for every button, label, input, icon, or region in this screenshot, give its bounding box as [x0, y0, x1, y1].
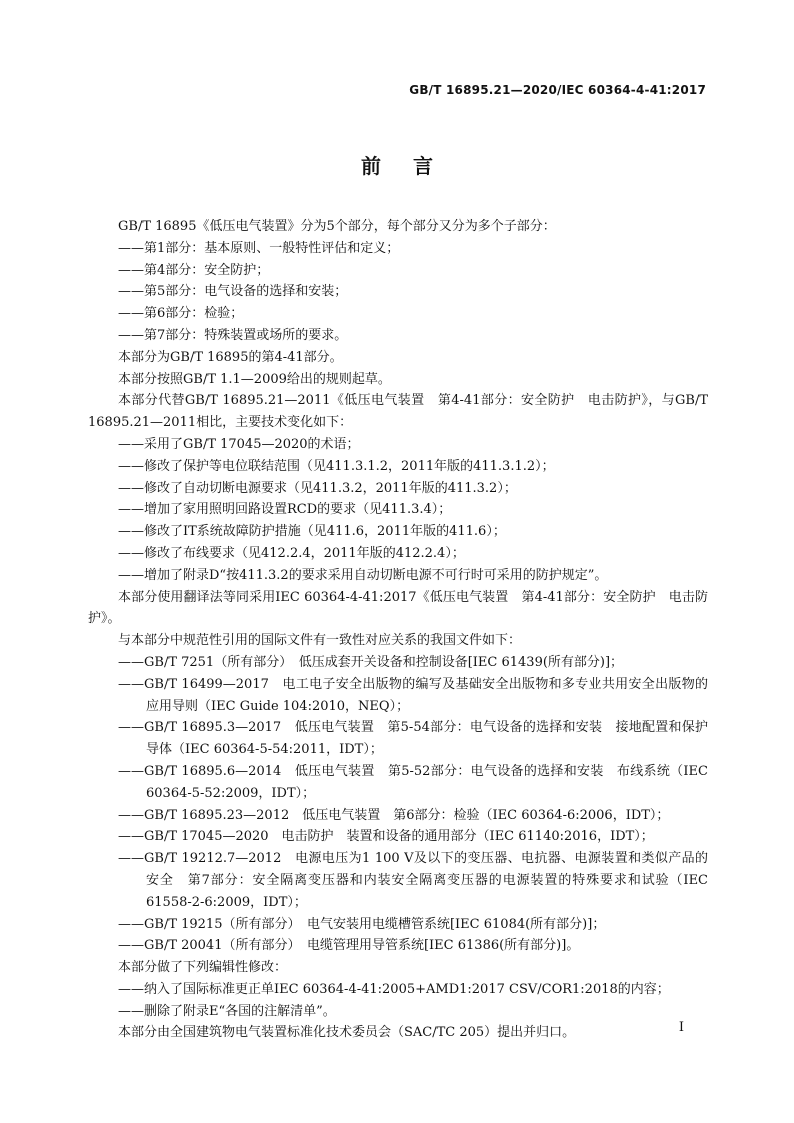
list-item: ——修改了布线要求（见412.2.4，2011年版的412.2.4）；	[118, 545, 465, 561]
paragraph: 本部分代替GB/T 16895.21—2011《低压电气装置 第4-41部分：安全防护 电击防护》，与GB/T 16895.21—2011相比，主要技术变化如下：	[88, 393, 708, 431]
list-item: ——第1部分：基本原则、一般特性评估和定义；	[118, 240, 400, 256]
document-header: GB/T 16895.21—2020/IEC 60364-4-41:2017	[409, 83, 706, 97]
paragraph: 与本部分中规范性引用的国际文件有一致性对应关系的我国文件如下：	[118, 633, 522, 649]
list-item: ——GB/T 7251（所有部分） 低压成套开关设备和控制设备[IEC 61439(所有部分)]；	[118, 654, 624, 670]
list-item: ——第7部分：特殊装置或场所的要求。	[118, 327, 348, 343]
list-item: ——修改了自动切断电源要求（见411.3.2，2011年版的411.3.2）；	[118, 480, 517, 496]
list-item: ——GB/T 16895.6—2014 低压电气装置 第5-52部分：电气设备的选择和安装 布线系统（IEC 60364-5-52:2009，IDT）；	[118, 763, 708, 801]
list-item: ——第5部分：电气设备的选择和安装；	[118, 284, 348, 300]
list-item: ——GB/T 19215（所有部分） 电气安装用电缆槽管系统[IEC 61084(所有部分)]；	[118, 916, 606, 932]
paragraph: GB/T 16895《低压电气装置》分为5个部分，每个部分又分为多个子部分：	[118, 219, 556, 234]
paragraph: 本部分做了下列编辑性修改：	[118, 960, 288, 976]
page-title: 前言	[361, 154, 465, 178]
paragraph: 本部分使用翻译法等同采用IEC 60364-4-41:2017《低压电气装置 第4-41部分：安全防护 电击防护》。	[88, 589, 708, 627]
list-item: ——增加了家用照明回路设置RCD的要求（见411.3.4）；	[118, 502, 452, 518]
list-item: ——采用了GB/T 17045—2020的术语；	[118, 436, 360, 452]
page-number: I	[678, 1020, 684, 1035]
list-item: ——第4部分：安全防护；	[118, 262, 270, 278]
list-item: ——修改了IT系统故障防护措施（见411.6，2011年版的411.6）；	[118, 524, 506, 540]
list-item: ——删除了附录E“各国的注解清单”。	[118, 1003, 336, 1019]
list-item: ——第6部分：检验；	[118, 306, 244, 322]
list-item: ——纳入了国际标准更正单IEC 60364-4-41:2005+AMD1:2017 CSV/COR1:2018的内容；	[118, 981, 670, 997]
paragraph: 本部分为GB/T 16895的第4-41部分。	[118, 349, 343, 365]
document-body	[88, 216, 708, 1044]
list-item: ——GB/T 20041（所有部分） 电缆管理用导管系统[IEC 61386(所有部分)]。	[118, 938, 580, 954]
list-item: ——GB/T 16895.3—2017 低压电气装置 第5-54部分：电气设备的选择和安装 接地配置和保护导体（IEC 60364-5-54:2011，IDT）；	[118, 720, 708, 758]
paragraph: 本部分由全国建筑物电气装置标准化技术委员会（SAC/TC 205）提出并归口。	[118, 1025, 576, 1041]
paragraph: 本部分按照GB/T 1.1—2009给出的规则起草。	[118, 371, 391, 387]
list-item: ——GB/T 17045—2020 电击防护 装置和设备的通用部分（IEC 61140:2016，IDT）；	[118, 829, 654, 845]
list-item: ——GB/T 16895.23—2012 低压电气装置 第6部分：检验（IEC 60364-6:2006，IDT）；	[118, 807, 670, 823]
list-item: ——增加了附录D“按411.3.2的要求采用自动切断电源不可行时可采用的防护规定”。	[118, 567, 608, 583]
list-item: ——修改了保护等电位联结范围（见411.3.1.2，2011年版的411.3.1.2）；	[118, 458, 555, 474]
list-item: ——GB/T 19212.7—2012 电源电压为1 100 V及以下的变压器、电抗器、电源装置和类似产品的安全 第7部分：安全隔离变压器和内装安全隔离变压器的电源装置的特殊要求和试验（IEC 61558-2-6:2009，IDT）；	[118, 851, 708, 910]
list-item: ——GB/T 16499—2017 电工电子安全出版物的编写及基础安全出版物和多专业共用安全出版物的应用导则（IEC Guide 104:2010，NEQ）；	[118, 676, 708, 714]
